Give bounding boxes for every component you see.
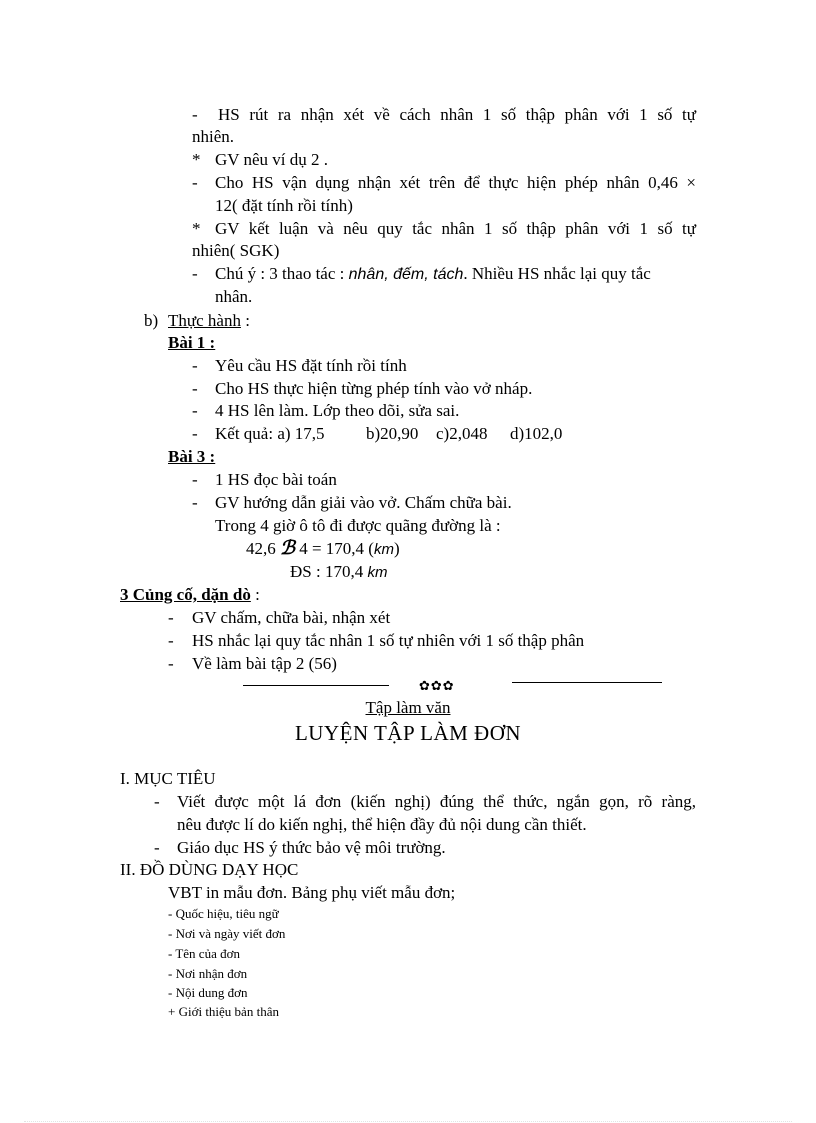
practice-heading: [168, 310, 250, 332]
bullet-dash: -: [168, 608, 174, 627]
bullet-dash: -: [192, 493, 198, 512]
bai1-result-c: c)2,048: [436, 424, 488, 443]
bai3-title: Bài 3 :: [168, 447, 216, 466]
note-line: nhiên.: [192, 127, 235, 146]
materials-heading: II. ĐỒ DÙNG DẠY HỌC: [120, 860, 299, 879]
note-text: Chú ý : 3 thao tác :: [215, 264, 345, 283]
bullet-dash: -: [192, 424, 198, 443]
bai3-solution: Trong 4 giờ ô tô đi được quãng đường là :: [215, 516, 501, 535]
calc-operand: 42,6: [246, 539, 276, 558]
multiply-symbol-icon: ℬ: [280, 538, 295, 559]
s3-item: HS nhắc lại quy tắc nhân 1 số tự nhiên với 1 số thập phân: [192, 631, 585, 650]
bullet-dash: -: [192, 264, 198, 283]
note-text: . Nhiều HS nhắc lại quy tắc: [463, 264, 651, 283]
note-line: GV kết luận và nêu quy tắc nhân 1 số thập phân với 1 số tự: [215, 219, 696, 238]
note-line: Cho HS vận dụng nhận xét trên để thực hiện phép nhân 0,46 ×: [215, 173, 696, 192]
s3-heading-text: 3 Củng cố, dặn dò: [120, 585, 251, 604]
objective-item: Viết được một lá đơn (kiến nghị) đúng thể thức, ngắn gọn, rõ ràng,: [177, 792, 696, 811]
bullet-star: *: [192, 219, 201, 238]
calc-result: 4 = 170,4 (: [299, 539, 374, 558]
bai1-result-d: d)102,0: [510, 424, 563, 443]
bai1-title: Bài 1 :: [168, 333, 216, 352]
materials-item: - Tên của đơn: [168, 946, 240, 961]
practice-prefix: b): [144, 311, 159, 330]
bai3-answer: [290, 561, 387, 584]
bai1-result-b: b)20,90: [366, 424, 419, 443]
lesson-subject: Tập làm văn: [365, 698, 451, 717]
answer-label: ĐS : 170,4: [290, 562, 364, 581]
bai1-item: 4 HS lên làm. Lớp theo dõi, sửa sai.: [215, 401, 460, 420]
s3-item: GV chấm, chữa bài, nhận xét: [192, 608, 391, 627]
objectives-heading: I. MỤC TIÊU: [120, 769, 216, 788]
note-line: GV nêu ví dụ 2 .: [215, 150, 329, 169]
materials-item: + Giới thiệu bản thân: [168, 1004, 279, 1019]
flower-ornament-icon: ✿✿✿: [419, 678, 455, 693]
bullet-dash: -: [168, 654, 174, 673]
bullet-dash: -: [192, 173, 198, 192]
calc-close: ): [393, 539, 400, 558]
bullet-dash: -: [192, 105, 198, 124]
bullet-dash: -: [168, 631, 174, 650]
answer-unit: km: [367, 564, 388, 581]
bullet-dash: -: [192, 379, 198, 398]
bai1-item: Cho HS thực hiện từng phép tính vào vở nháp.: [215, 379, 533, 398]
materials-item: - Nơi nhận đơn: [168, 966, 248, 981]
s3-colon: :: [250, 585, 260, 604]
bai3-item: 1 HS đọc bài toán: [215, 470, 337, 489]
objective-item: nêu được lí do kiến nghị, thể hiện đầy đủ nội dung cần thiết.: [177, 815, 587, 834]
divider-line-right: [512, 682, 662, 683]
bai1-result-a: Kết quả: a) 17,5: [215, 424, 325, 443]
note-line: [215, 263, 696, 286]
calc-unit: km: [373, 541, 394, 558]
bullet-dash: -: [192, 356, 198, 375]
divider-line-left: [243, 685, 389, 686]
bullet-star: *: [192, 150, 201, 169]
lesson-title: LUYỆN TẬP LÀM ĐƠN: [294, 721, 522, 745]
bullet-dash: -: [192, 401, 198, 420]
practice-heading-text: Thực hành: [168, 311, 241, 330]
page-bottom-border: [24, 1121, 792, 1122]
bullet-dash: -: [154, 838, 160, 857]
objective-item: Giáo dục HS ý thức bảo vệ môi trường.: [177, 838, 446, 857]
materials-item: - Nội dung đơn: [168, 985, 248, 1000]
materials-item: - Nơi và ngày viết đơn: [168, 926, 286, 941]
s3-item: Về làm bài tập 2 (56): [192, 654, 337, 673]
note-line: HS rút ra nhận xét về cách nhân 1 số thập phân với 1 số tự: [218, 105, 696, 124]
s3-heading: [120, 584, 260, 606]
materials-item: - Quốc hiệu, tiêu ngữ: [168, 906, 279, 921]
note-line: nhân.: [215, 287, 253, 306]
materials-intro: VBT in mẫu đơn. Bảng phụ viết mẫu đơn;: [168, 883, 456, 902]
bai3-item: GV hướng dẫn giải vào vở. Chấm chữa bài.: [215, 493, 512, 512]
note-line: nhiên( SGK): [192, 241, 280, 260]
bai1-item: Yêu cầu HS đặt tính rồi tính: [215, 356, 407, 375]
practice-colon: :: [240, 311, 250, 330]
note-italic: nhân, đếm, tách: [348, 266, 464, 283]
bai3-calc: [246, 538, 400, 561]
bullet-dash: -: [192, 470, 198, 489]
note-line: 12( đặt tính rồi tính): [215, 196, 353, 215]
bullet-dash: -: [154, 792, 160, 811]
